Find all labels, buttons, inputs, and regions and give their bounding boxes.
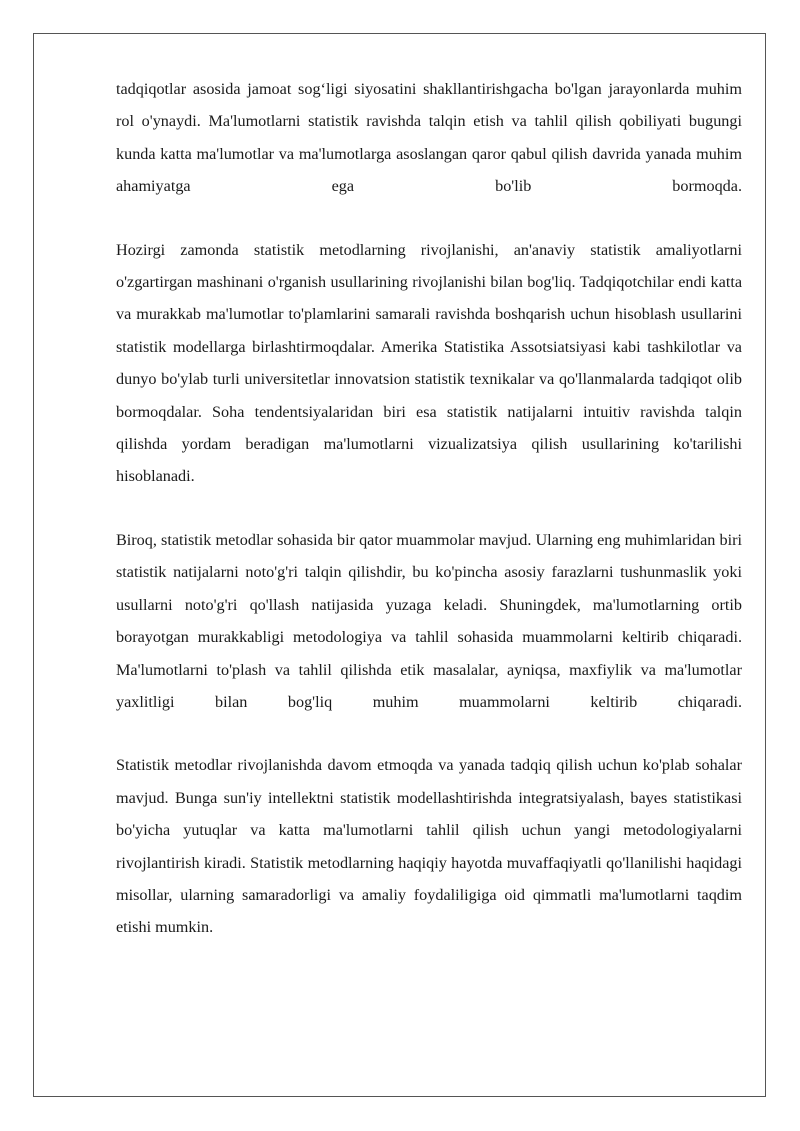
- document-body: [116, 73, 742, 975]
- paragraph-3: Biroq, statistik metodlar sohasida bir qator muammolar mavjud. Ularning eng muhimlaridan biri statistik natijalarni noto'g'ri talqin qilishdir, bu ko'pincha asosiy farazlarni tushunmaslik yoki usullarni noto'g'ri qo'llash natijasida yuzaga keladi. Shuningdek, ma'lumotlarning ortib borayotgan murakkabligi metodologiya va tahlil sohasida muammolarni keltirib chiqaradi. Ma'lumotlarni to'plash va tahlil qilishda etik masalalar, ayniqsa, maxfiylik va ma'lumotlar yaxlitligi bilan bog'liq muhim muammolarni keltirib chiqaradi.: [116, 530, 742, 711]
- paragraph-2: Hozirgi zamonda statistik metodlarning rivojlanishi, an'anaviy statistik amaliyotlarni o'zgartirgan mashinani o'rganish usullarining rivojlanishi bilan bog'liq. Tadqiqotchilar endi katta va murakkab ma'lumotlar to'plamlarini samarali ravishda boshqarish uchun hisoblash usullarini statistik modellarga birlashtirmoqdalar. Amerika Statistika Assotsiatsiyasi kabi tashkilotlar va dunyo bo'ylab turli universitetlar innovatsion statistik texnikalar va qo'llanmalarda tadqiqot olib bormoqdalar. Soha tendentsiyalaridan biri esa statistik natijalarni intuitiv ravishda talqin qilishda yordam beradigan ma'lumotlarni vizualizatsiya qilish usullarining ko'tarilishi hisoblanadi.: [116, 240, 742, 486]
- paragraph-4: Statistik metodlar rivojlanishda davom etmoqda va yanada tadqiq qilish uchun ko'plab sohalar mavjud. Bunga sun'iy intellektni statistik modellashtirishda integratsiyalash, bayes statistikasi bo'yicha yutuqlar va katta ma'lumotlarni tahlil qilish uchun yangi metodologiyalarni rivojlantirish kiradi. Statistik metodlarning haqiqiy hayotda muvaffaqiyatli qo'llanilishi haqidagi misollar, ularning samaradorligi va amaliy foydaliligiga oid qimmatli ma'lumotlarni taqdim etishi mumkin.: [116, 756, 742, 937]
- paragraph-1: tadqiqotlar asosida jamoat sog‘ligi siyosatini shakllantirishgacha bo'lgan jarayonlarda muhim rol o'ynaydi. Ma'lumotlarni statistik ravishda talqin etish va tahlil qilish qobiliyati bugungi kunda katta ma'lumotlar va ma'lumotlarga asoslangan qaror qabul qilish davrida yanada muhim ahamiyatga ega bo'lib bormoqda.: [116, 80, 742, 196]
